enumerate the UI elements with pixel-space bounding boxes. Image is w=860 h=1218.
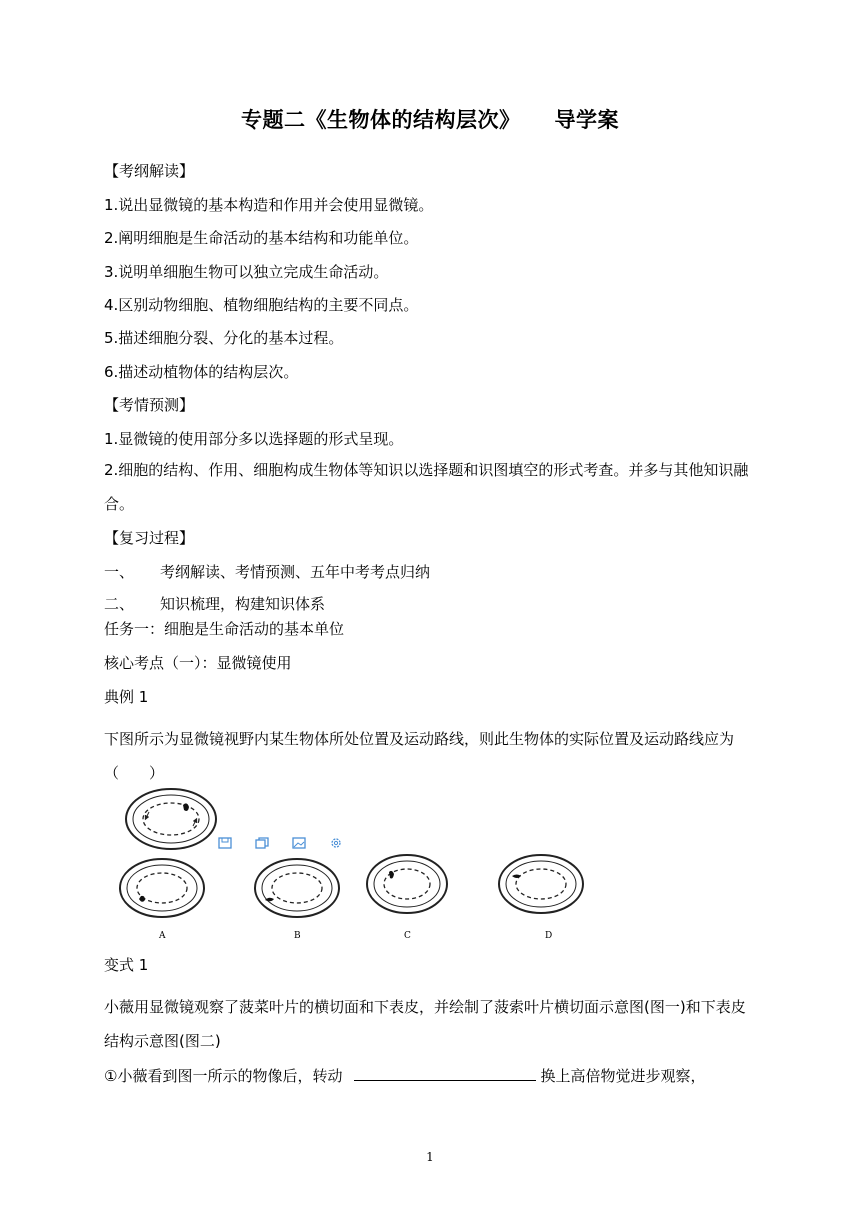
save-icon[interactable] — [218, 837, 232, 849]
variant-label: 变式 1 — [104, 956, 149, 974]
outline-item: 3.说明单细胞生物可以独立完成生命活动。 — [104, 263, 389, 281]
section-heading-prediction: 【考情预测】 — [104, 396, 195, 414]
option-b-label: B — [294, 931, 301, 941]
step-number: 二、 — [104, 595, 135, 613]
settings-icon[interactable] — [329, 837, 343, 849]
copy-icon[interactable] — [255, 837, 269, 849]
step-text: 知识梳理，构建知识体系 — [160, 595, 326, 613]
example-label: 典例 1 — [104, 688, 149, 706]
prediction-item: 1.显微镜的使用部分多以选择题的形式呈现。 — [104, 430, 404, 448]
example-question: 下图所示为显微镜视野内某生物体所处位置及运动路线，则此生物体的实际位置及运动路线应为（ ） — [104, 730, 735, 782]
title-suffix: 导学案 — [554, 108, 619, 132]
page-number: 1 — [426, 1150, 434, 1164]
outline-item: 6.描述动植物体的结构层次。 — [104, 363, 299, 381]
section-heading-outline: 【考纲解读】 — [104, 162, 195, 180]
variant-text: 小薇用显微镜观察了菠菜叶片的横切面和下表皮，并绘制了菠索叶片横切面示意图(图一)和下表皮结构示意图(图二) — [104, 998, 746, 1050]
review-step-2 — [104, 593, 325, 614]
review-step-1 — [104, 561, 430, 582]
title-main: 专题二《生物体的结构层次》 — [241, 108, 521, 132]
question-prefix: ①小薇看到图一所示的物像后，转动 — [104, 1067, 343, 1085]
option-d-label: D — [545, 931, 553, 941]
section-heading-review: 【复习过程】 — [104, 529, 195, 547]
outline-item: 1.说出显微镜的基本构造和作用并会使用显微镜。 — [104, 196, 434, 214]
step-text: 考纲解读、考情预测、五年中考考点归纳 — [160, 563, 431, 581]
image-toolbar — [218, 834, 361, 853]
page-title — [0, 104, 860, 134]
fill-in-question — [104, 1064, 705, 1086]
outline-item: 2.阐明细胞是生命活动的基本结构和功能单位。 — [104, 229, 419, 247]
original-field-of-view — [126, 789, 216, 849]
image-icon[interactable] — [292, 837, 306, 849]
prediction-item: 2.细胞的结构、作用、细胞构成生物体等知识以选择题和识图填空的形式考查。并多与其他知识融合。 — [104, 461, 749, 513]
core-point-heading: 核心考点（一）：显微镜使用 — [104, 654, 292, 672]
option-a-view — [120, 859, 204, 917]
question-suffix: 换上高倍物觉进步观察， — [540, 1067, 706, 1085]
option-d-view — [499, 855, 583, 913]
outline-item: 4.区别动物细胞、植物细胞结构的主要不同点。 — [104, 296, 419, 314]
option-c-view — [367, 855, 447, 913]
answer-blank[interactable] — [354, 1064, 536, 1081]
option-b-view — [255, 859, 339, 917]
microscope-field-figure — [115, 786, 595, 946]
task-heading: 任务一：细胞是生命活动的基本单位 — [104, 620, 345, 638]
step-number: 一、 — [104, 563, 135, 581]
option-a-label: A — [159, 931, 166, 941]
option-c-label: C — [404, 931, 411, 941]
outline-item: 5.描述细胞分裂、分化的基本过程。 — [104, 329, 344, 347]
